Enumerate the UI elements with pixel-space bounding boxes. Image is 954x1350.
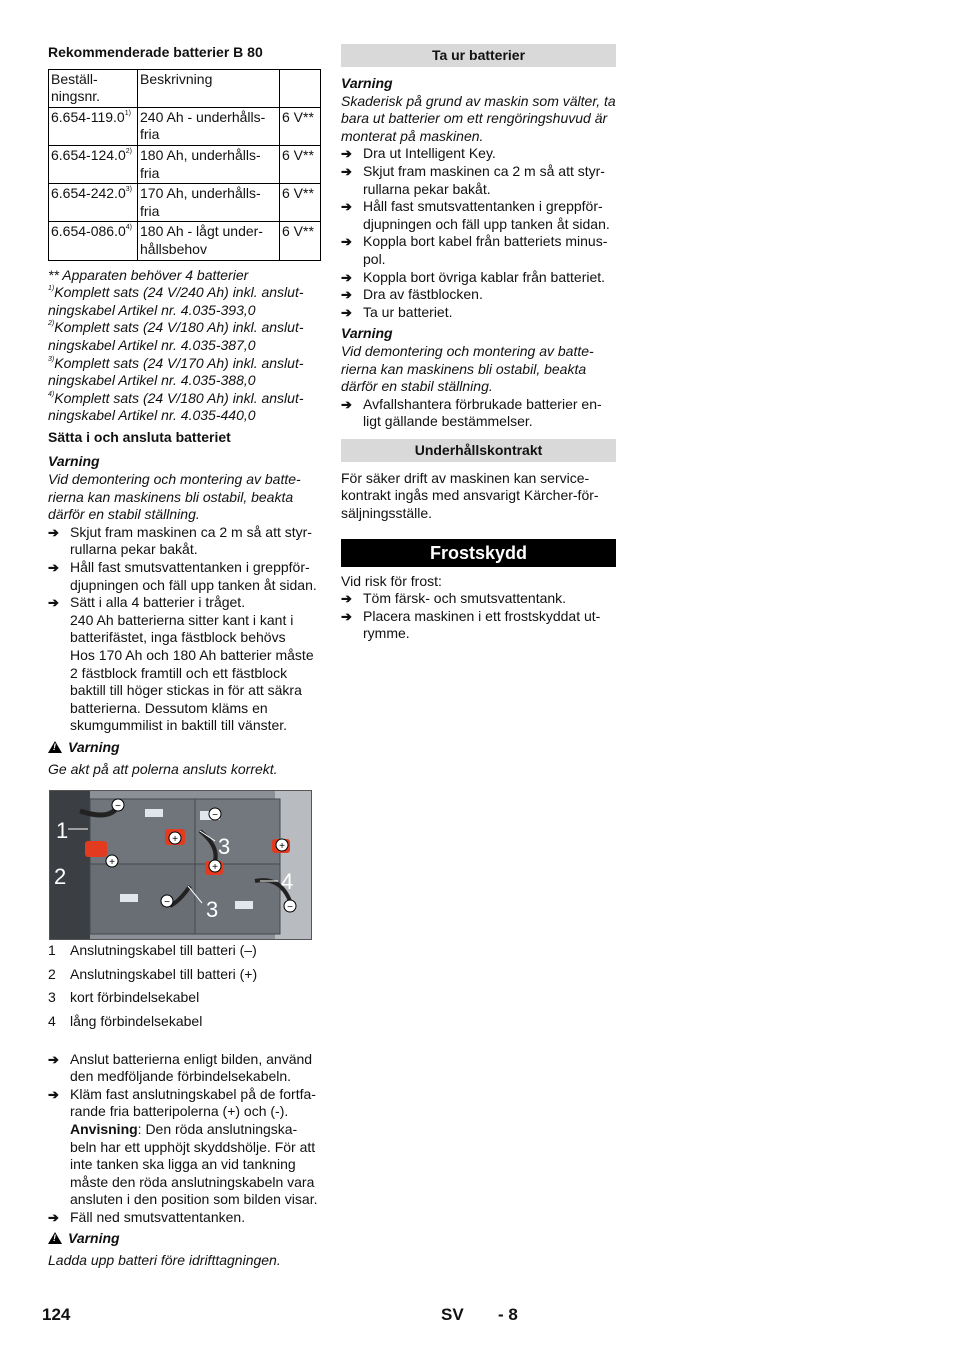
warning-text: Ladda upp batteri före idrifttagningen.	[48, 1252, 281, 1269]
table-header-cell	[280, 69, 321, 107]
info-paragraph: Hos 170 Ah och 180 Ah batterier måste 2 fästblock framtill och ett fästblock baktill till höger stickas in för att säkra batterierna. Dessutom kläms en skumgummilist in baktill till vänster.	[70, 647, 314, 734]
warning-text: Vid demontering och montering av batte-rierna kan maskinens bli ostabil, beakta därför en stabil ställning.	[48, 471, 301, 523]
step	[341, 590, 616, 608]
contract-text: För säker drift av maskinen kan service-kontrakt ingås med ansvarigt Kärcher-för-säljningsställe.	[341, 469, 599, 522]
step-text: Töm färsk- och smutsvattentank.	[363, 590, 567, 607]
arrow-right-icon: ➔	[341, 199, 352, 215]
table-cell-desc: 180 Ah, underhålls-fria	[138, 145, 280, 183]
footnote-marker: 3)	[48, 355, 55, 363]
table-cell-volt: 6 V**	[280, 107, 321, 145]
svg-text:+: +	[212, 862, 218, 874]
section-title: Sätta i och ansluta batteriet	[48, 428, 231, 445]
battery-photo-drawing	[50, 791, 311, 939]
legend-number: 2	[48, 965, 56, 982]
footnote-text: Komplett sats (24 V/240 Ah) inkl. anslut-ningskabel Artikel nr. 4.035-393,0	[48, 284, 304, 318]
footnote	[48, 355, 321, 390]
svg-text:−: −	[212, 810, 218, 822]
arrow-right-icon: ➔	[341, 146, 352, 162]
arrow-right-icon: ➔	[48, 595, 59, 611]
step	[48, 1086, 321, 1121]
arrow-right-icon: ➔	[341, 163, 352, 179]
warning-label-row	[48, 1230, 321, 1248]
step	[48, 1051, 321, 1086]
photo-label: 4	[281, 869, 294, 895]
legend-item	[48, 942, 321, 960]
table-cell-volt: 6 V**	[280, 145, 321, 183]
step-text: Placera maskinen i ett frostskyddat ut-rymme.	[363, 607, 601, 642]
step	[341, 304, 616, 322]
photo-label: 3	[218, 834, 231, 860]
legend-item	[48, 966, 321, 984]
warning-label-row	[48, 739, 321, 757]
table-row	[49, 107, 321, 145]
footnote-ref: 2)	[125, 147, 132, 155]
footnote-ref: 3)	[125, 186, 132, 194]
arrow-right-icon: ➔	[48, 560, 59, 576]
arrow-right-icon: ➔	[341, 287, 352, 303]
photo-label: 3	[206, 897, 219, 923]
step	[48, 559, 321, 594]
order-number: 6.654-242.0	[51, 185, 126, 202]
legend-text: kort förbindelsekabel	[70, 989, 200, 1006]
table-header-cell: Beskrivning	[138, 69, 280, 107]
step-text: Anslut batterierna enligt bilden, använd den medföljande förbindelsekabeln.	[70, 1050, 313, 1085]
table-row	[49, 222, 321, 260]
order-number: 6.654-119.0	[51, 108, 125, 125]
arrow-right-icon: ➔	[341, 269, 352, 285]
table-cell-desc: 170 Ah, underhålls-fria	[138, 184, 280, 222]
table-cell-nr	[49, 222, 138, 260]
step	[341, 233, 616, 268]
footnote-text: Komplett sats (24 V/170 Ah) inkl. anslut-ningskabel Artikel nr. 4.035-388,0	[48, 354, 304, 389]
table-header-cell: Beställ-ningsnr.	[49, 69, 138, 107]
step-text: Dra ut Intelligent Key.	[363, 145, 496, 162]
info-paragraph: 240 Ah batterierna sitter kant i kant i batterifästet, inga fästblock behövs	[70, 611, 294, 646]
footnote-main: ** Apparaten behöver 4 batterier	[48, 266, 249, 283]
footnote-text: Komplett sats (24 V/180 Ah) inkl. anslut-ningskabel Artikel nr. 4.035-440,0	[48, 389, 304, 424]
legend-item	[48, 989, 321, 1007]
arrow-right-icon: ➔	[341, 304, 352, 320]
warning-triangle-icon	[48, 741, 62, 753]
table-row	[49, 184, 321, 222]
chapter-title: Frostskydd	[341, 539, 616, 567]
arrow-right-icon: ➔	[341, 234, 352, 250]
order-number: 6.654-086.0	[51, 223, 126, 240]
footnote-marker: 4)	[48, 390, 55, 398]
sub-page-number: - 8	[498, 1305, 518, 1324]
step	[341, 269, 616, 287]
table-title: Rekommenderade batterier B 80	[48, 44, 263, 60]
legend-number: 4	[48, 1012, 56, 1029]
legend-text: lång förbindelsekabel	[70, 1012, 203, 1029]
table-cell-desc: 180 Ah - lågt under-hållsbehov	[138, 222, 280, 260]
table-cell-nr	[49, 184, 138, 222]
warning-label: Varning	[48, 453, 100, 470]
footnote-marker: 1)	[48, 285, 55, 293]
table-cell-nr	[49, 107, 138, 145]
svg-text:−: −	[164, 897, 170, 909]
warning-triangle-icon	[48, 1232, 62, 1244]
step	[341, 145, 616, 163]
svg-text:+: +	[109, 857, 115, 869]
legend-text: Anslutningskabel till batteri (+)	[70, 965, 258, 982]
table-header-row	[49, 69, 321, 107]
photo-label: 1	[56, 818, 69, 844]
step-text: Skjut fram maskinen ca 2 m så att styr-rullarna pekar bakåt.	[70, 523, 312, 558]
arrow-right-icon: ➔	[341, 608, 352, 624]
photo-label: 2	[54, 864, 67, 890]
step-text: Sätt i alla 4 batterier i tråget.	[70, 594, 246, 611]
step-text: Fäll ned smutsvattentanken.	[70, 1208, 246, 1225]
order-number: 6.654-124.0	[51, 146, 126, 163]
table-cell-desc: 240 Ah - underhålls-fria	[138, 107, 280, 145]
arrow-right-icon: ➔	[341, 396, 352, 412]
footnote-marker: 2)	[48, 320, 55, 328]
note-label: Anvisning	[70, 1120, 138, 1137]
language-code: SV	[441, 1305, 464, 1324]
left-column	[48, 44, 321, 1270]
step-text: Håll fast smutsvattentanken i greppför-djupningen och fäll upp tanken åt sidan.	[363, 198, 610, 232]
svg-text:+: +	[172, 834, 178, 846]
step	[48, 524, 321, 559]
step-text: Skjut fram maskinen ca 2 m så att styr-rullarna pekar bakåt.	[363, 162, 605, 197]
section-banner: Underhållskontrakt	[341, 439, 616, 462]
footnote	[48, 319, 321, 354]
step-text: Kläm fast anslutningskabel på de fortfa-rande fria batteripolerna (+) och (-).	[70, 1085, 316, 1120]
legend-number: 3	[48, 989, 56, 1006]
arrow-right-icon: ➔	[341, 591, 352, 607]
right-column	[341, 44, 616, 643]
warning-label: Varning	[341, 325, 393, 342]
warning-label: Varning	[341, 75, 393, 91]
frost-intro: Vid risk för frost:	[341, 572, 442, 589]
footnote	[48, 284, 321, 319]
svg-text:+: +	[279, 841, 285, 853]
arrow-right-icon: ➔	[48, 1209, 59, 1225]
note-text: : Den röda anslutningska-beln har ett upphöjt skyddshölje. För att inte tanken ska ligga an vid tankning måste den röda anslutningskabeln vara ansluten i den position som bilden visar.	[70, 1120, 318, 1208]
warning-label: Varning	[68, 738, 120, 755]
section-banner: Ta ur batterier	[341, 44, 616, 67]
warning-text: Vid demontering och montering av batte-rierna kan maskinens bli ostabil, beakta därför en stabil ställning.	[341, 342, 594, 395]
table-cell-nr	[49, 145, 138, 183]
step	[341, 608, 616, 643]
battery-photo	[49, 790, 312, 940]
arrow-right-icon: ➔	[48, 1086, 59, 1102]
legend-number: 1	[48, 942, 56, 959]
step	[341, 163, 616, 198]
footnote	[48, 390, 321, 425]
svg-text:−: −	[287, 902, 293, 914]
svg-text:−: −	[115, 801, 121, 813]
step	[341, 396, 616, 431]
step	[341, 286, 616, 304]
arrow-right-icon: ➔	[48, 1051, 59, 1067]
step-text: Ta ur batteriet.	[363, 303, 453, 320]
warning-text: Skaderisk på grund av maskin som välter, ta bara ut batterier om ett rengöringshuvud är monterat på maskinen.	[341, 92, 616, 144]
step	[341, 198, 616, 233]
legend-item	[48, 1013, 321, 1031]
table-row	[49, 145, 321, 183]
arrow-right-icon: ➔	[48, 524, 59, 540]
note-paragraph	[48, 1121, 321, 1209]
warning-text: Ge akt på att polerna ansluts korrekt.	[48, 760, 278, 777]
step	[48, 1209, 321, 1227]
table-cell-volt: 6 V**	[280, 184, 321, 222]
step-text: Håll fast smutsvattentanken i greppför-djupningen och fäll upp tanken åt sidan.	[70, 559, 317, 593]
footnote-ref: 1)	[124, 109, 131, 117]
table-cell-volt: 6 V**	[280, 222, 321, 260]
step	[48, 594, 321, 612]
page-number: 124	[42, 1305, 71, 1324]
legend-text: Anslutningskabel till batteri (–)	[70, 942, 257, 959]
step-text: Avfallshantera förbrukade batterier en-ligt gällande bestämmelser.	[363, 395, 602, 430]
battery-table	[48, 69, 321, 261]
step-text: Koppla bort övriga kablar från batteriet.	[363, 268, 606, 285]
step-text: Koppla bort kabel från batteriets minus-pol.	[363, 233, 608, 267]
footnote-ref: 4)	[125, 224, 132, 232]
step-text: Dra av fästblocken.	[363, 286, 483, 303]
footnote-text: Komplett sats (24 V/180 Ah) inkl. anslut-ningskabel Artikel nr. 4.035-387,0	[48, 319, 304, 353]
warning-label: Varning	[68, 1230, 120, 1247]
